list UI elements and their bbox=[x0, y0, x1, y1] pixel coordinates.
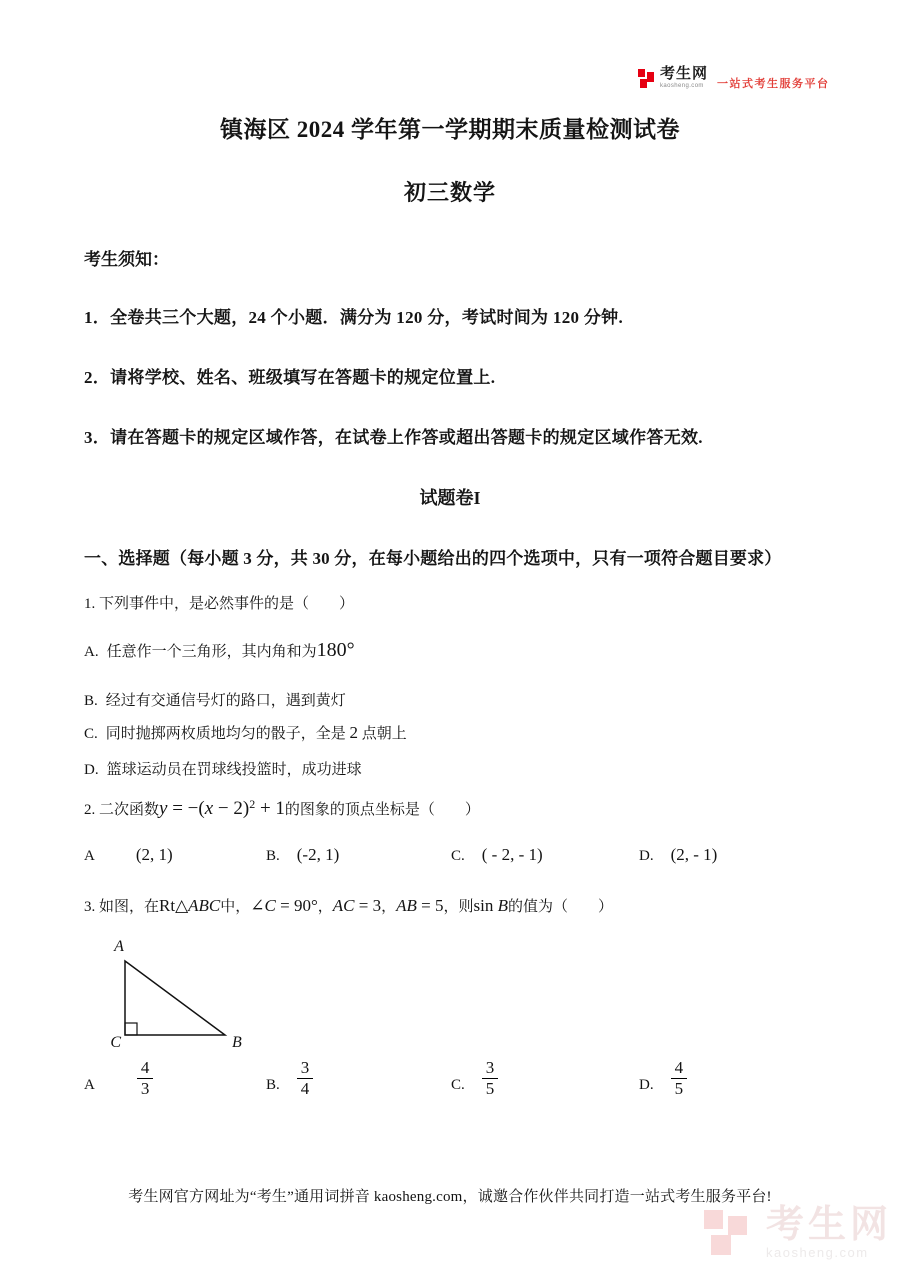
fraction-numerator: 3 bbox=[297, 1058, 314, 1079]
question-1-option-b bbox=[84, 688, 346, 712]
formula-op: = −( bbox=[167, 798, 205, 819]
option-value: (2, - 1) bbox=[670, 845, 718, 864]
question-2-option-a bbox=[84, 845, 173, 865]
math-abc: ABC bbox=[188, 896, 221, 915]
fraction bbox=[137, 1058, 154, 1100]
brand-text bbox=[660, 66, 708, 89]
math-rt-triangle: Rt△ bbox=[159, 896, 189, 915]
option-label: B. bbox=[266, 1076, 280, 1093]
fraction-denominator: 5 bbox=[485, 1079, 495, 1099]
math-90deg: = 90° bbox=[275, 896, 318, 915]
option-label: D. bbox=[639, 1076, 654, 1093]
question-1-option-d bbox=[84, 757, 362, 781]
vertex-label-c: C bbox=[110, 1034, 121, 1051]
formula-op: − 2) bbox=[213, 798, 250, 819]
question-2-option-c bbox=[451, 845, 543, 865]
fraction-numerator: 3 bbox=[482, 1058, 499, 1079]
question-3-options bbox=[84, 1058, 824, 1116]
kaosheng-watermark bbox=[704, 1206, 892, 1260]
stem-text: ， bbox=[317, 899, 333, 915]
option-label: C. bbox=[451, 848, 465, 864]
option-label: A bbox=[84, 848, 95, 864]
option-label: C. bbox=[451, 1076, 465, 1093]
option-value: (-2, 1) bbox=[296, 845, 340, 864]
option-text: 同时抛掷两枚质地均匀的骰子，全是 bbox=[105, 726, 350, 742]
formula-var-x: x bbox=[204, 798, 214, 819]
kaosheng-logo-icon bbox=[638, 68, 656, 90]
option-math: 2 bbox=[349, 723, 359, 742]
math-b: B bbox=[497, 896, 508, 915]
formula-var-y: y bbox=[159, 798, 168, 819]
math-c: C bbox=[264, 896, 276, 915]
option-text: 篮球运动员在罚球线投篮时，成功进球 bbox=[106, 762, 362, 778]
vertex-label-b: B bbox=[232, 1034, 242, 1051]
question-3-stem bbox=[84, 894, 613, 919]
option-value: (2, 1) bbox=[135, 845, 173, 864]
right-angle-mark bbox=[125, 1023, 137, 1035]
question-3-option-b bbox=[266, 1058, 313, 1100]
triangle-svg bbox=[95, 933, 270, 1058]
option-label: B. bbox=[84, 693, 98, 709]
watermark-name: 考生网 bbox=[766, 1204, 893, 1246]
page-subtitle: 初三数学 bbox=[403, 180, 496, 205]
option-value: ( - 2, - 1) bbox=[481, 845, 543, 864]
watermark-text bbox=[766, 1206, 892, 1260]
option-label: B. bbox=[266, 848, 280, 864]
option-label: D. bbox=[639, 848, 654, 864]
footer-text: 考生网官方网址为“考生”通用词拼音 kaosheng.com，诚邀合作伙伴共同打造一站式考生服务平台! bbox=[128, 1189, 772, 1205]
brand-name: 考生网 bbox=[660, 65, 709, 82]
formula-tail: + 1 bbox=[255, 798, 285, 819]
math-ab: AB bbox=[396, 896, 417, 915]
stem-text: ， bbox=[381, 899, 397, 915]
math-eq-5: = 5 bbox=[416, 896, 444, 915]
fraction-denominator: 5 bbox=[674, 1079, 684, 1099]
fraction bbox=[671, 1058, 688, 1100]
question-1-option-c bbox=[84, 721, 407, 745]
stem-text: 2. 二次函数 bbox=[84, 802, 160, 818]
question-2-stem bbox=[84, 795, 480, 823]
question-3-option-c bbox=[451, 1058, 498, 1100]
page-title: 镇海区 2024 学年第一学期期末质量检测试卷 bbox=[220, 117, 680, 142]
vertex-label-a: A bbox=[114, 938, 124, 955]
option-math: 180° bbox=[316, 639, 355, 661]
math-angle-symbol: ∠ bbox=[250, 896, 265, 915]
fraction-numerator: 4 bbox=[671, 1058, 688, 1079]
stem-text-tail: 的图象的顶点坐标是（ ） bbox=[284, 802, 480, 818]
question-2-option-d bbox=[639, 845, 717, 865]
fraction bbox=[482, 1058, 499, 1100]
option-text: 经过有交通信号灯的路口，遇到黄灯 bbox=[105, 693, 346, 709]
notice-item-1: 1．全卷共三个大题，24 个小题．满分为 120 分，考试时间为 120 分钟. bbox=[84, 308, 623, 327]
stem-text: ，则 bbox=[443, 899, 474, 915]
math-eq-3: = 3 bbox=[354, 896, 382, 915]
notice-item-2: 2．请将学校、姓名、班级填写在答题卡的规定位置上. bbox=[84, 368, 496, 387]
option-text: 任意作一个三角形，其内角和为 bbox=[106, 644, 317, 660]
fraction-numerator: 4 bbox=[137, 1058, 154, 1079]
math-sin: sin bbox=[473, 896, 498, 915]
option-label: A bbox=[84, 1076, 95, 1093]
notice-heading: 考生须知： bbox=[84, 250, 169, 269]
right-triangle-figure bbox=[95, 933, 270, 1063]
formula-exponent: 2 bbox=[249, 797, 256, 811]
brand-domain: kaosheng.com bbox=[660, 83, 704, 89]
watermark-domain: kaosheng.com bbox=[766, 1245, 869, 1260]
kaosheng-brand bbox=[638, 66, 830, 91]
question-2-option-b bbox=[266, 845, 339, 865]
question-3-option-d bbox=[639, 1058, 687, 1100]
option-label: D. bbox=[84, 762, 99, 778]
fraction-denominator: 3 bbox=[140, 1079, 150, 1099]
notice-item-3: 3．请在答题卡的规定区域作答，在试卷上作答或超出答题卡的规定区域作答无效. bbox=[84, 428, 703, 447]
brand-tagline: 一站式考生服务平台 bbox=[717, 78, 830, 90]
stem-text: 中， bbox=[220, 899, 251, 915]
option-text-tail: 点朝上 bbox=[358, 726, 407, 742]
question-1-stem: 1. 下列事件中，是必然事件的是（ ） bbox=[84, 596, 355, 612]
fraction-denominator: 4 bbox=[300, 1079, 310, 1099]
fraction bbox=[297, 1058, 314, 1100]
question-3-option-a bbox=[84, 1058, 153, 1100]
stem-text-tail: 的值为（ ） bbox=[508, 899, 614, 915]
question-1-option-a bbox=[84, 636, 355, 664]
option-label: C. bbox=[84, 726, 98, 742]
question-2-options bbox=[84, 845, 824, 879]
stem-text: 3. 如图，在 bbox=[84, 899, 160, 915]
math-ac: AC bbox=[332, 896, 355, 915]
option-label: A. bbox=[84, 644, 99, 660]
kaosheng-watermark-icon bbox=[704, 1208, 756, 1258]
paper-part-title: 试题卷I bbox=[419, 488, 481, 508]
triangle-outline bbox=[125, 961, 225, 1035]
section-heading: 一、选择题（每小题 3 分，共 30 分，在每小题给出的四个选项中，只有一项符合题目要求） bbox=[84, 549, 782, 568]
